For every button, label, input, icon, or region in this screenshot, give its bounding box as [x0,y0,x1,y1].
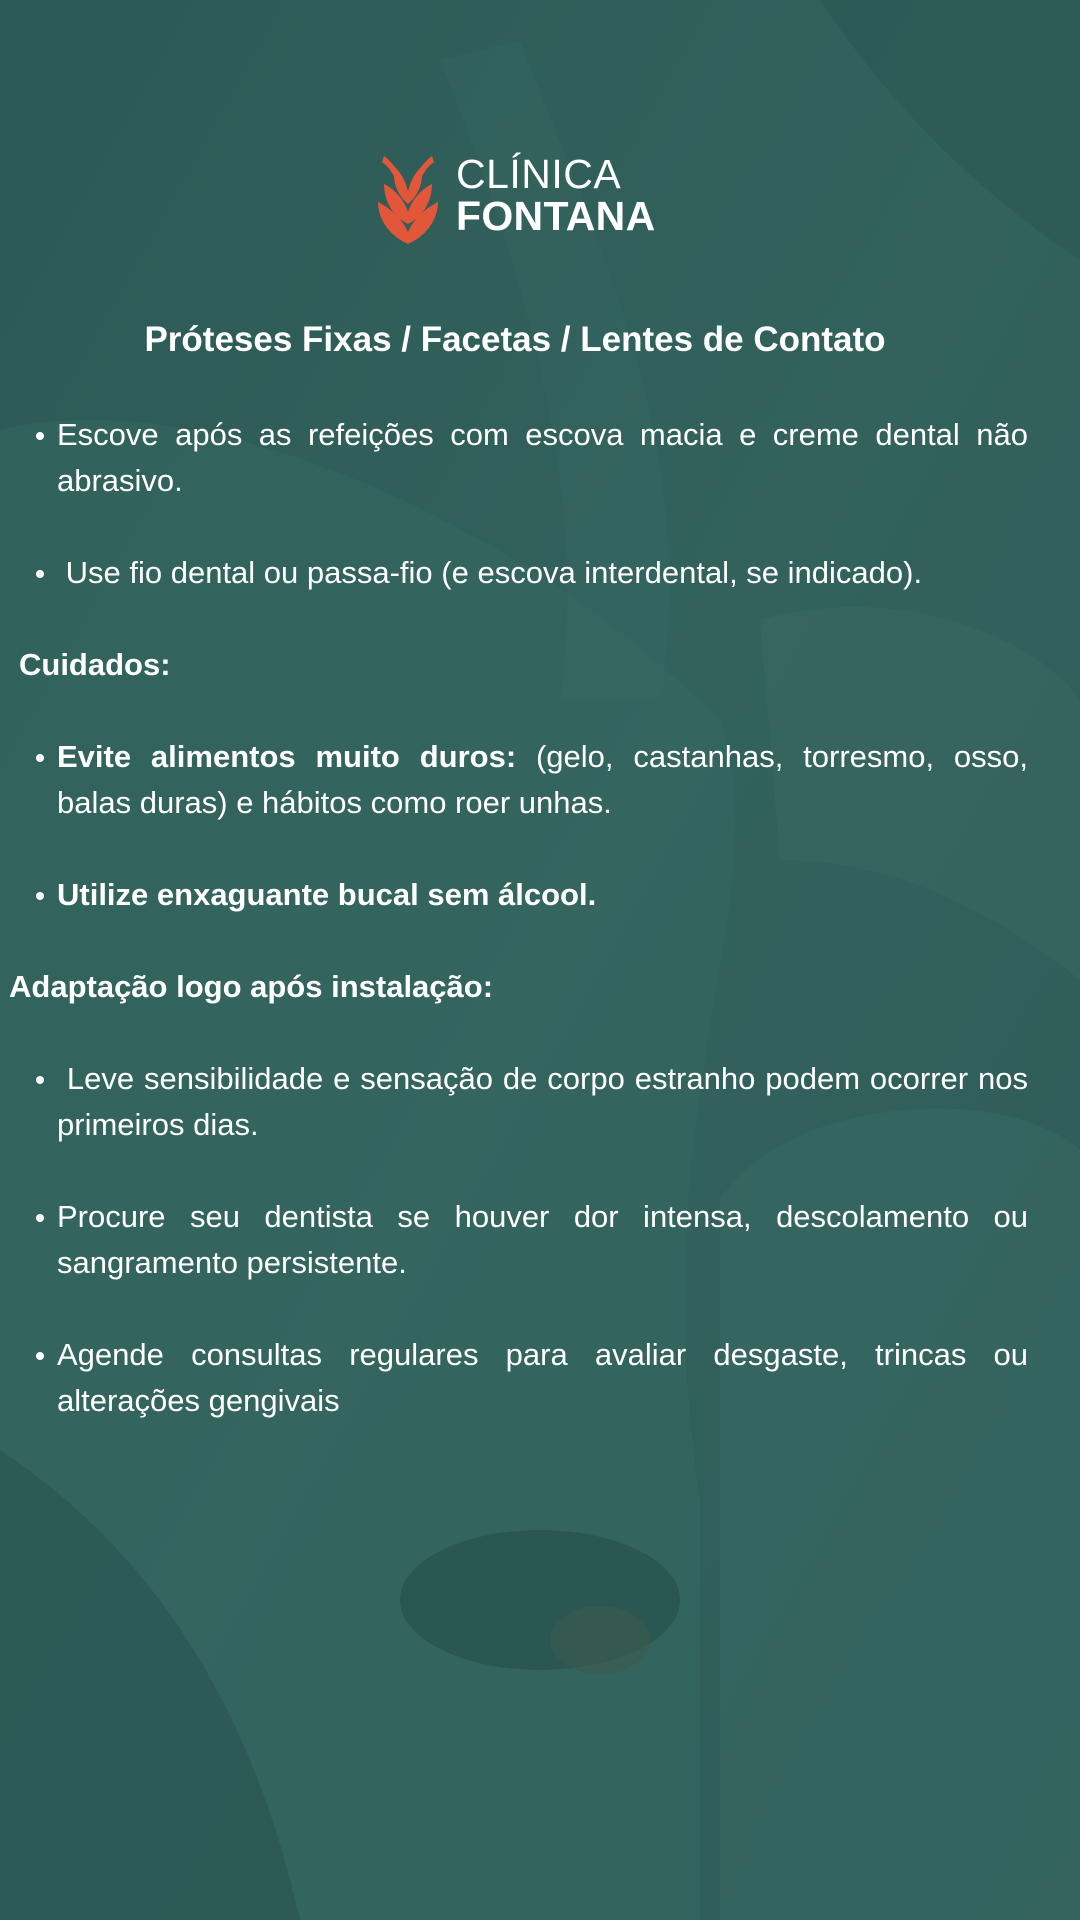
section-heading-adaptacao: Adaptação logo após instalação: [9,969,494,1004]
clinic-name-line1: CLÍNICA [456,151,622,197]
list-item [30,1194,1028,1286]
adaptacao-list [30,1056,1037,1424]
list-item [30,550,1028,596]
intro-list [30,412,1028,596]
page-title: Próteses Fixas / Facetas / Lentes de Contato [144,320,886,359]
clinic-name-line2: FONTANA [456,193,656,239]
list-item-text: Escove após as refeições com escova macia e creme dental não abrasivo. [57,417,1028,498]
list-item [30,412,1028,504]
bullet-icon [36,432,44,440]
bullet-icon [36,1352,44,1360]
bullet-icon [36,1076,44,1084]
bullet-icon [36,892,44,900]
list-item-text: Use fio dental ou passa-fio (e escova interdental, se indicado). [57,555,923,590]
bullet-icon [36,754,44,762]
cuidados-list [30,734,1037,918]
leaf-flower-icon [376,152,440,244]
list-item-text: (gelo, castanhas, torresmo, osso, balas duras) e hábitos como roer unhas. [57,739,1037,820]
list-item-text: Leve sensibilidade e sensação de corpo estranho podem ocorrer nos primeiros dias. [57,1061,1037,1142]
clinic-logo [376,152,666,246]
list-item [30,1056,1037,1148]
list-item-text: Agende consultas regulares para avaliar desgaste, trincas ou alterações gengivais [57,1337,1028,1418]
list-item [30,734,1037,826]
section-heading-cuidados: Cuidados: [19,647,171,682]
bullet-icon [36,1214,44,1222]
list-item-text: Procure seu dentista se houver dor intensa, descolamento ou sangramento persistente. [57,1199,1028,1280]
clinic-name [456,151,656,239]
list-item-bold: Utilize enxaguante bucal sem álcool. [57,877,597,912]
list-item-bold: Evite alimentos muito duros: [57,739,517,774]
bullet-icon [36,570,44,578]
list-item [30,872,1028,918]
list-item [30,1332,1028,1424]
